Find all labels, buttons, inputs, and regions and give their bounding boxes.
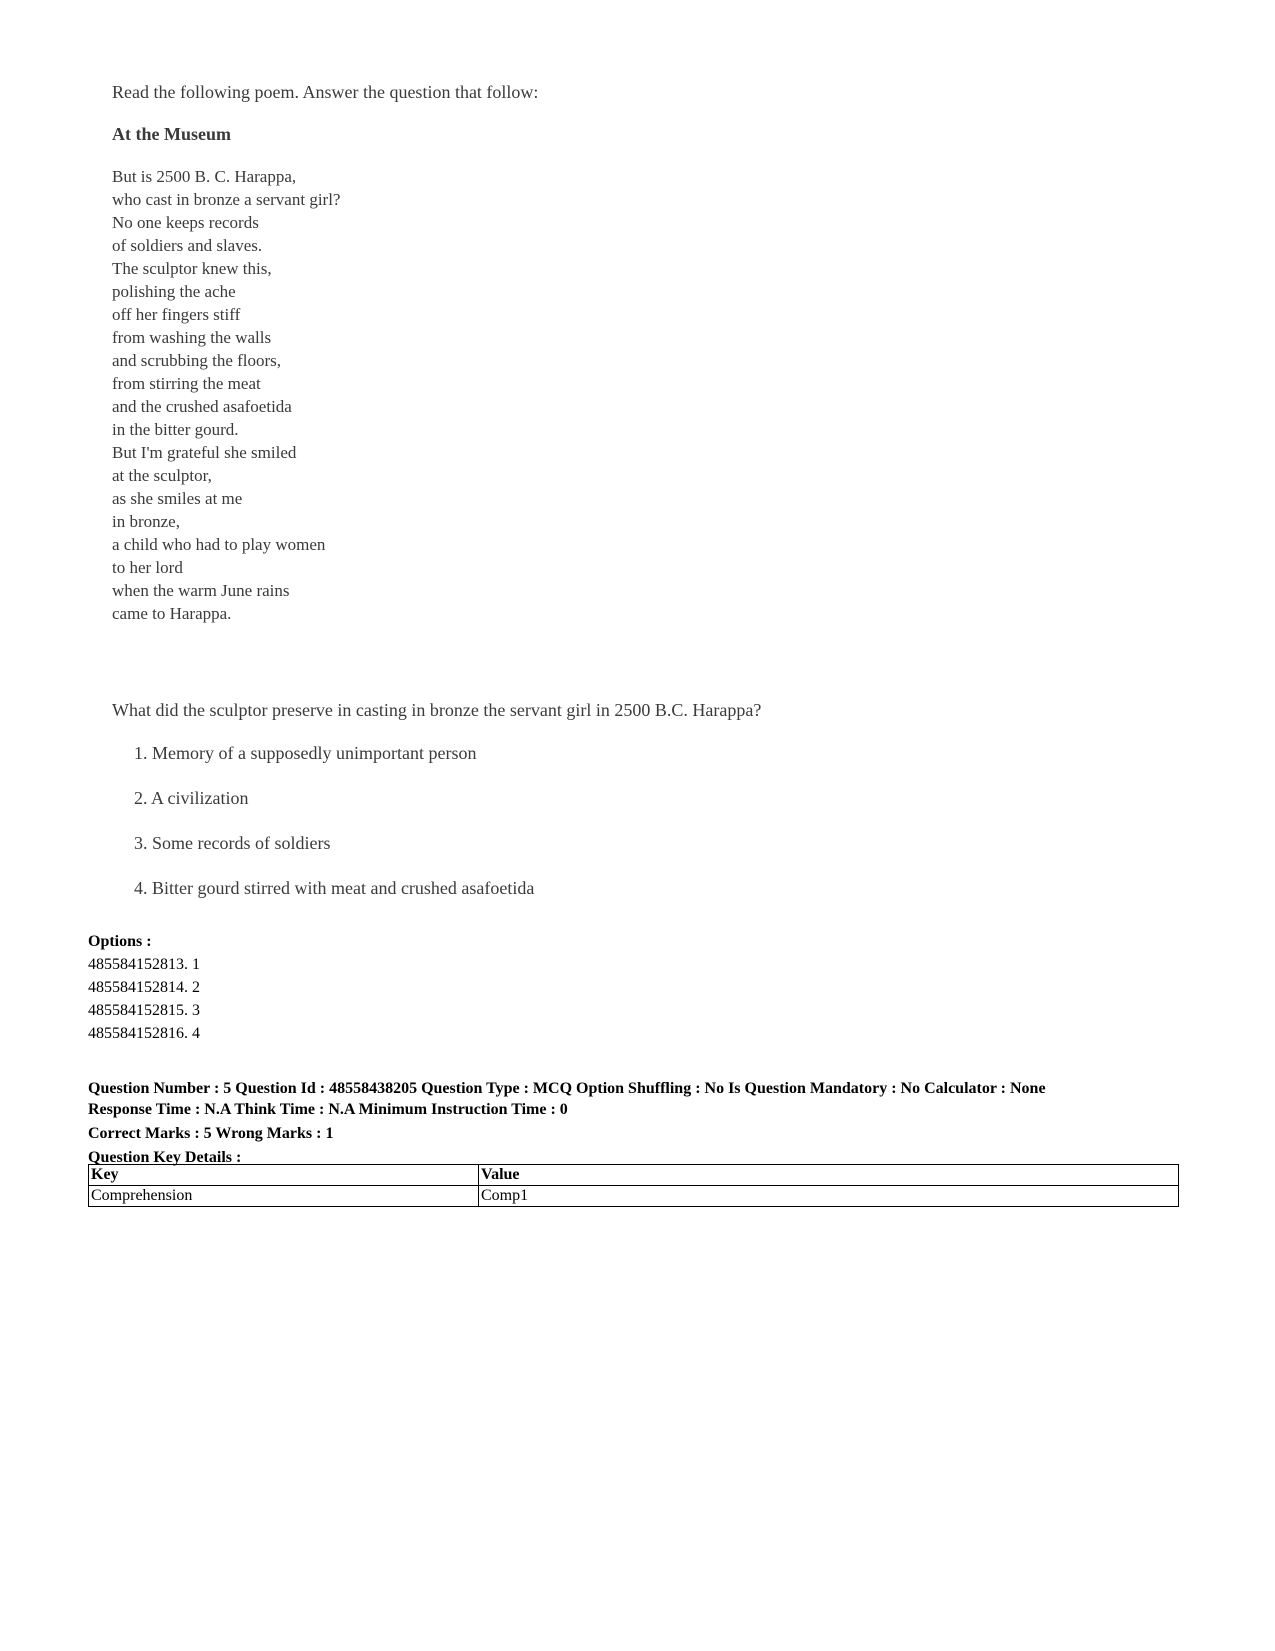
question-meta-line1: Question Number : 5 Question Id : 48558438205 Question Type : MCQ Option Shuffling : No Is Question Mandatory : No Calculator : None (88, 1080, 1046, 1097)
answer-choice: 1. Memory of a supposedly unimportant person (134, 743, 477, 763)
table-cell-key: Comprehension (89, 1186, 479, 1207)
poem-line: The sculptor knew this, (112, 259, 272, 278)
option-item: 485584152813. 1 (88, 956, 200, 973)
poem-title: At the Museum (112, 124, 231, 144)
poem-line: as she smiles at me (112, 489, 243, 508)
poem-line: off her fingers stiff (112, 305, 241, 324)
poem-line: in the bitter gourd. (112, 420, 239, 439)
table-row (89, 1186, 1179, 1207)
poem-line: to her lord (112, 558, 183, 577)
poem-line: when the warm June rains (112, 581, 290, 600)
poem-line: came to Harappa. (112, 604, 232, 623)
table-cell-value: Comp1 (479, 1186, 1179, 1207)
table-header-value: Value (479, 1165, 1179, 1186)
question-text: What did the sculptor preserve in casting in bronze the servant girl in 2500 B.C. Harappa? (112, 700, 762, 720)
poem-line: polishing the ache (112, 282, 236, 301)
poem-line: But is 2500 B. C. Harappa, (112, 167, 297, 186)
answer-choice: 2. A civilization (134, 788, 249, 808)
option-item: 485584152815. 3 (88, 1002, 200, 1019)
poem-line: But I'm grateful she smiled (112, 443, 297, 462)
option-item: 485584152814. 2 (88, 979, 200, 996)
table-header-row (89, 1165, 1179, 1186)
question-meta-line2: Response Time : N.A Think Time : N.A Minimum Instruction Time : 0 (88, 1101, 568, 1118)
poem-line: and scrubbing the floors, (112, 351, 282, 370)
poem-line: a child who had to play women (112, 535, 326, 554)
poem-line: and the crushed asafoetida (112, 397, 292, 416)
poem-line: No one keeps records (112, 213, 259, 232)
poem-line: in bronze, (112, 512, 180, 531)
options-section (88, 930, 200, 1045)
poem-line: from stirring the meat (112, 374, 261, 393)
marks-line: Correct Marks : 5 Wrong Marks : 1 (88, 1125, 334, 1142)
option-item: 485584152816. 4 (88, 1025, 200, 1042)
question-meta (88, 1078, 1188, 1168)
options-label: Options : (88, 933, 152, 950)
answer-choice: 3. Some records of soldiers (134, 833, 331, 853)
poem-line: of soldiers and slaves. (112, 236, 263, 255)
poem-line: at the sculptor, (112, 466, 212, 485)
answer-choices (134, 741, 534, 921)
key-details-label: Question Key Details : (88, 1149, 242, 1166)
table-header-key: Key (89, 1165, 479, 1186)
poem-line: from washing the walls (112, 328, 272, 347)
poem-instruction: Read the following poem. Answer the question that follow: (112, 82, 539, 102)
key-details-table (88, 1164, 1179, 1207)
poem-line: who cast in bronze a servant girl? (112, 190, 341, 209)
answer-choice: 4. Bitter gourd stirred with meat and crushed asafoetida (134, 878, 535, 898)
poem-body (112, 165, 340, 625)
